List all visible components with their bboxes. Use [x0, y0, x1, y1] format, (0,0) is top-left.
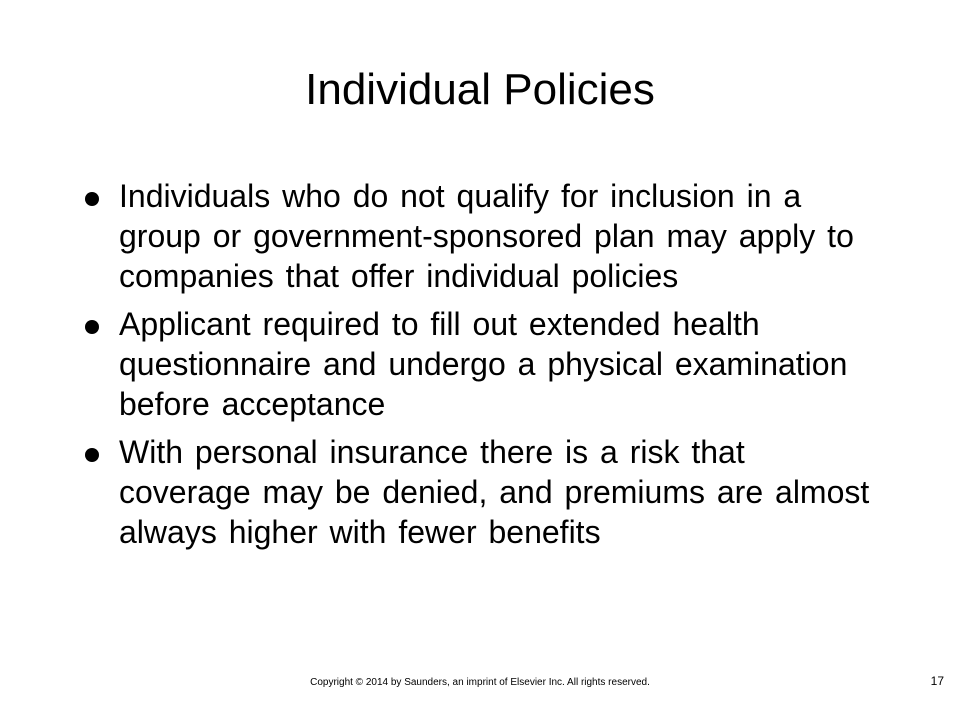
bullet-item	[83, 432, 883, 552]
slide-title: Individual Policies	[305, 65, 655, 114]
page-number: 17	[930, 674, 944, 688]
bullet-text: With personal insurance there is a risk that coverage may be denied, and premiums are almost always higher with fewer benefits	[119, 434, 870, 550]
bullet-text: Individuals who do not qualify for inclusion in a group or government-sponsored plan may apply to companies that offer individual policies	[119, 178, 854, 294]
bullet-item	[83, 176, 883, 296]
copyright-footer: Copyright © 2014 by Saunders, an imprint of Elsevier Inc. All rights reserved.	[310, 677, 650, 688]
bullet-item	[83, 304, 883, 424]
bullet-icon	[85, 448, 99, 462]
bullet-text: Applicant required to fill out extended health questionnaire and undergo a physical examination before acceptance	[119, 306, 848, 422]
bullet-list	[83, 176, 883, 560]
bullet-icon	[85, 192, 99, 206]
bullet-icon	[85, 320, 99, 334]
